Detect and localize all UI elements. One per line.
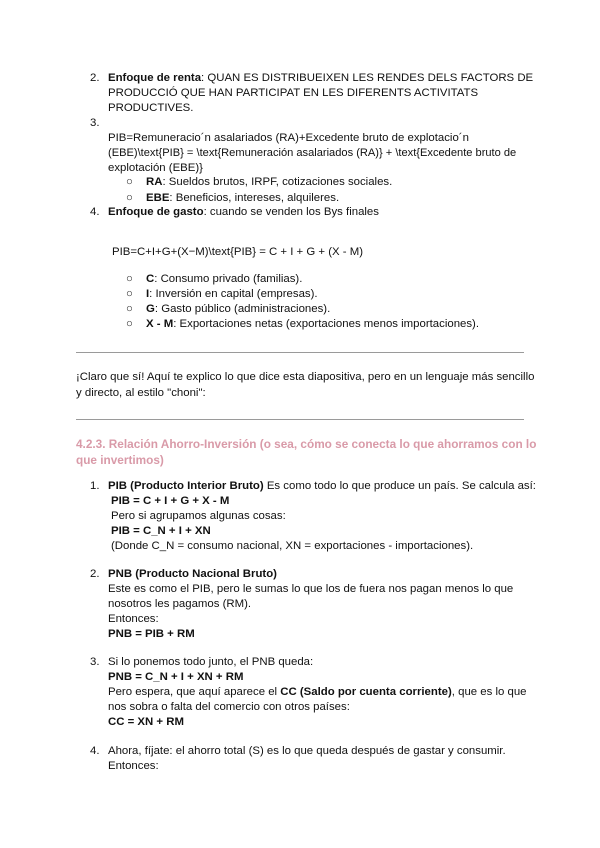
list-number: 4. bbox=[90, 206, 100, 218]
list-text: Ahora, fíjate: el ahorro total (S) es lo que queda después de gastar y consumir. bbox=[108, 745, 506, 757]
list-text-line: Pero si agrupamos algunas cosas: bbox=[111, 510, 286, 522]
sub-term: G bbox=[146, 303, 155, 315]
term-enfoque-renta: Enfoque de renta bbox=[108, 72, 202, 84]
section-heading: 4.2.3. Relación Ahorro-Inversión (o sea, cómo se conecta lo que ahorramos con lo bbox=[76, 437, 537, 451]
sub-bullet-xm bbox=[126, 317, 479, 332]
term-pnb: PNB (Producto Nacional Bruto) bbox=[108, 568, 277, 580]
formula-cc: CC = XN + RM bbox=[108, 716, 184, 728]
list-number: 4. bbox=[90, 745, 100, 757]
bullet-circle-icon: ○ bbox=[126, 273, 133, 285]
sub-term: I bbox=[146, 288, 150, 300]
formula-line: PIB=Remuneracio´n asalariados (RA)+Excedente bruto de explotacio´n bbox=[108, 132, 469, 144]
list-number: 2. bbox=[90, 72, 100, 84]
sub-bullet-ebe bbox=[126, 191, 339, 206]
bullet-circle-icon: ○ bbox=[126, 192, 133, 204]
sub-text: : Gasto público (administraciones). bbox=[154, 303, 331, 315]
list-item-gasto bbox=[90, 205, 379, 220]
formula-line: explotación (EBE)} bbox=[108, 162, 203, 174]
horizontal-rule bbox=[76, 352, 524, 353]
sub-text: : Beneficios, intereses, alquileres. bbox=[169, 192, 340, 204]
list-text: : QUAN ES DISTRIBUEIXEN LES RENDES DELS FACTORS DE bbox=[201, 72, 534, 84]
list-item-combined bbox=[90, 655, 313, 670]
sub-bullet-i bbox=[126, 287, 318, 302]
intro-line: ¡Claro que sí! Aquí te explico lo que dice esta diapositiva, pero en un lenguaje más sencillo bbox=[76, 371, 535, 383]
list-text: , que es lo que bbox=[451, 686, 527, 698]
list-item-ahorro bbox=[90, 744, 506, 759]
list-number: 1. bbox=[90, 480, 100, 492]
term-enfoque-gasto: Enfoque de gasto bbox=[108, 206, 204, 218]
sub-term: RA bbox=[146, 176, 163, 188]
list-text-line: Este es como el PIB, pero le sumas lo que los de fuera nos pagan menos lo que bbox=[108, 583, 514, 595]
list-text-line: PRODUCTIVES. bbox=[108, 102, 194, 114]
list-item-pib bbox=[90, 479, 536, 494]
formula-pnb-full: PNB = C_N + I + XN + RM bbox=[108, 671, 244, 683]
intro-line: y directo, al estilo "choni": bbox=[76, 387, 206, 399]
list-text-line: nosotros les pagamos (RM). bbox=[108, 598, 252, 610]
list-number: 2. bbox=[90, 568, 100, 580]
horizontal-rule bbox=[76, 419, 524, 420]
sub-term: C bbox=[146, 273, 155, 285]
sub-bullet-ra bbox=[126, 175, 392, 190]
sub-text: : Sueldos brutos, IRPF, cotizaciones sociales. bbox=[162, 176, 393, 188]
bullet-circle-icon: ○ bbox=[126, 303, 133, 315]
sub-term: EBE bbox=[146, 192, 170, 204]
formula-pib-cn: PIB = C_N + I + XN bbox=[111, 525, 211, 537]
sub-text: : Inversión en capital (empresas). bbox=[149, 288, 318, 300]
formula-pib: PIB = C + I + G + X - M bbox=[111, 495, 230, 507]
list-text-line: PRODUCCIÓ QUE HAN PARTICIPAT EN LES DIFERENTS ACTIVITATS bbox=[108, 87, 479, 99]
list-text: Si lo ponemos todo junto, el PNB queda: bbox=[108, 656, 314, 668]
list-text: : cuando se venden los Bys finales bbox=[203, 206, 379, 218]
bullet-circle-icon: ○ bbox=[126, 176, 133, 188]
list-text-line: (Donde C_N = consumo nacional, XN = exportaciones - importaciones). bbox=[111, 540, 474, 552]
list-text: Pero espera, que aquí aparece el bbox=[108, 686, 281, 698]
sub-bullet-c bbox=[126, 272, 302, 287]
formula-gasto: PIB=C+I+G+(X−M)\text{PIB} = C + I + G + (X - M) bbox=[112, 246, 364, 258]
list-text-line bbox=[108, 685, 527, 700]
list-text-line: nos sobra o falta del comercio con otros países: bbox=[108, 701, 350, 713]
list-item-pnb bbox=[90, 567, 277, 582]
list-number: 3. bbox=[90, 656, 100, 668]
formula-line: (EBE)\text{PIB} = \text{Remuneración asalariados (RA)} + \text{Excedente bruto de bbox=[108, 147, 517, 159]
sub-bullet-g bbox=[126, 302, 330, 317]
term-cc: CC (Saldo por cuenta corriente) bbox=[280, 686, 452, 698]
sub-text: : Consumo privado (familias). bbox=[154, 273, 303, 285]
section-heading: que invertimos) bbox=[76, 453, 164, 467]
term-pib: PIB (Producto Interior Bruto) bbox=[108, 480, 264, 492]
sub-text: : Exportaciones netas (exportaciones menos importaciones). bbox=[173, 318, 480, 330]
list-number: 3. bbox=[90, 117, 100, 129]
sub-term: X - M bbox=[146, 318, 174, 330]
list-item-renta bbox=[90, 71, 533, 86]
list-text-line: Entonces: bbox=[108, 760, 159, 772]
formula-pnb: PNB = PIB + RM bbox=[108, 628, 195, 640]
bullet-circle-icon: ○ bbox=[126, 288, 133, 300]
list-text-line: Entonces: bbox=[108, 613, 159, 625]
bullet-circle-icon: ○ bbox=[126, 318, 133, 330]
list-text: Es como todo lo que produce un país. Se calcula así: bbox=[263, 480, 536, 492]
